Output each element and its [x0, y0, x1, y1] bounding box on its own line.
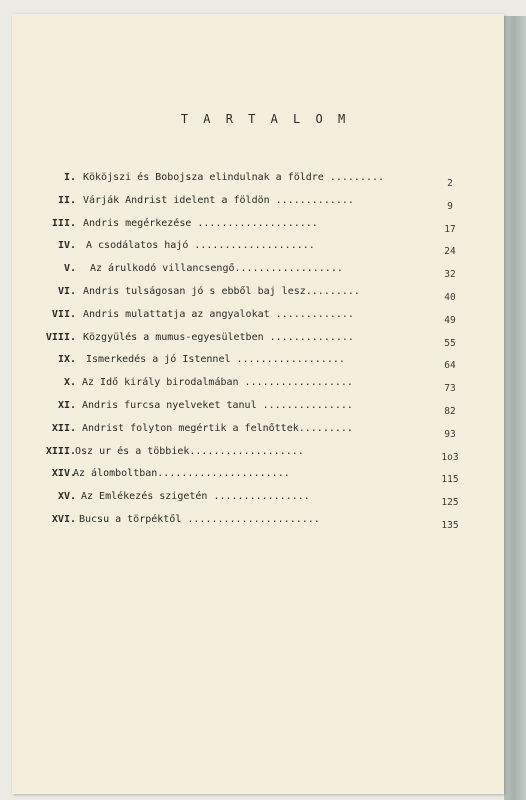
toc-entry	[12, 238, 504, 261]
chapter-numeral: XVI.	[51, 513, 76, 525]
toc-entry	[12, 444, 504, 467]
chapter-numeral: XIV.	[51, 468, 76, 480]
chapter-numeral: VII.	[51, 308, 76, 320]
page-number: 125	[441, 497, 459, 509]
toc-entry	[12, 352, 504, 375]
page-number: 115	[441, 474, 459, 486]
page-number: 82	[444, 405, 456, 417]
page-number: 73	[444, 383, 456, 395]
toc-entry	[12, 284, 504, 307]
page-number: 40	[444, 291, 456, 303]
toc-entry	[12, 330, 504, 353]
chapter-title: Andris megérkezése ....................	[83, 217, 318, 229]
chapter-title: Az árulkodó villancsengő..................	[90, 263, 343, 275]
chapter-title: Andris mulattatja az angyalokat .............	[83, 308, 354, 320]
chapter-numeral: XII.	[51, 422, 76, 434]
chapter-title: Andris tulságosan jó s ebből baj lesz.........	[83, 285, 360, 297]
chapter-title: Ősz ur és a többiek...................	[75, 445, 304, 457]
toc-entry	[12, 489, 504, 512]
page-title: T A R T A L O M	[180, 112, 350, 126]
page-number: 49	[444, 314, 456, 326]
chapter-title: Andris furcsa nyelveket tanul ...............	[82, 399, 353, 411]
toc-entry	[12, 216, 504, 239]
page-number: 9	[447, 200, 453, 212]
chapter-title: Várják Andrist idelent a földön .............	[83, 194, 354, 206]
chapter-title: Az Idő király birodalmában ..................	[82, 377, 353, 389]
chapter-numeral: II.	[57, 194, 76, 206]
page-number: 24	[444, 246, 456, 258]
page-number: 1o3	[441, 451, 459, 463]
chapter-numeral: XIII.	[45, 445, 76, 457]
toc-entry	[12, 261, 504, 284]
toc-entry	[12, 375, 504, 398]
chapter-numeral: XV.	[57, 491, 76, 503]
page-number: 2	[447, 178, 453, 189]
chapter-title: Közgyülés a mumus-egyesületben ..............	[83, 331, 354, 343]
chapter-numeral: VI.	[57, 285, 76, 297]
toc-entry	[12, 398, 504, 421]
chapter-numeral: XI.	[57, 399, 76, 411]
toc-entry	[12, 307, 504, 330]
toc-entry	[12, 193, 504, 216]
toc-entry	[12, 170, 504, 193]
chapter-numeral: V.	[63, 263, 76, 275]
document-page	[12, 14, 504, 794]
chapter-title: Bucsu a törpéktől ......................	[79, 513, 320, 525]
toc-entry	[12, 512, 504, 535]
chapter-numeral: I.	[63, 172, 76, 183]
chapter-title: A csodálatos hajó ....................	[86, 240, 315, 252]
book-spine	[504, 16, 526, 800]
chapter-title: Az Emlékezés szigetén ................	[81, 491, 310, 503]
page-number: 64	[444, 360, 456, 372]
chapter-numeral: IX.	[57, 354, 76, 366]
page-number: 93	[444, 428, 456, 440]
page-number: 55	[444, 337, 456, 349]
page-number: 135	[441, 519, 459, 531]
chapter-numeral: III.	[51, 217, 76, 229]
table-of-contents	[12, 170, 504, 535]
page-number: 17	[444, 223, 456, 235]
chapter-title: Andrist folyton megértik a felnőttek.........	[82, 422, 353, 434]
page-number: 32	[444, 269, 456, 281]
chapter-title: Ismerkedés a jó Istennel ..................	[86, 354, 345, 366]
chapter-title: Az álomboltban......................	[73, 468, 290, 480]
chapter-numeral: X.	[63, 377, 76, 389]
chapter-numeral: IV.	[57, 240, 76, 252]
toc-entry	[12, 421, 504, 444]
chapter-title: Kököjszi és Bobojsza elindulnak a földre .........	[83, 172, 385, 183]
toc-entry	[12, 466, 504, 489]
chapter-numeral: VIII.	[45, 331, 76, 343]
